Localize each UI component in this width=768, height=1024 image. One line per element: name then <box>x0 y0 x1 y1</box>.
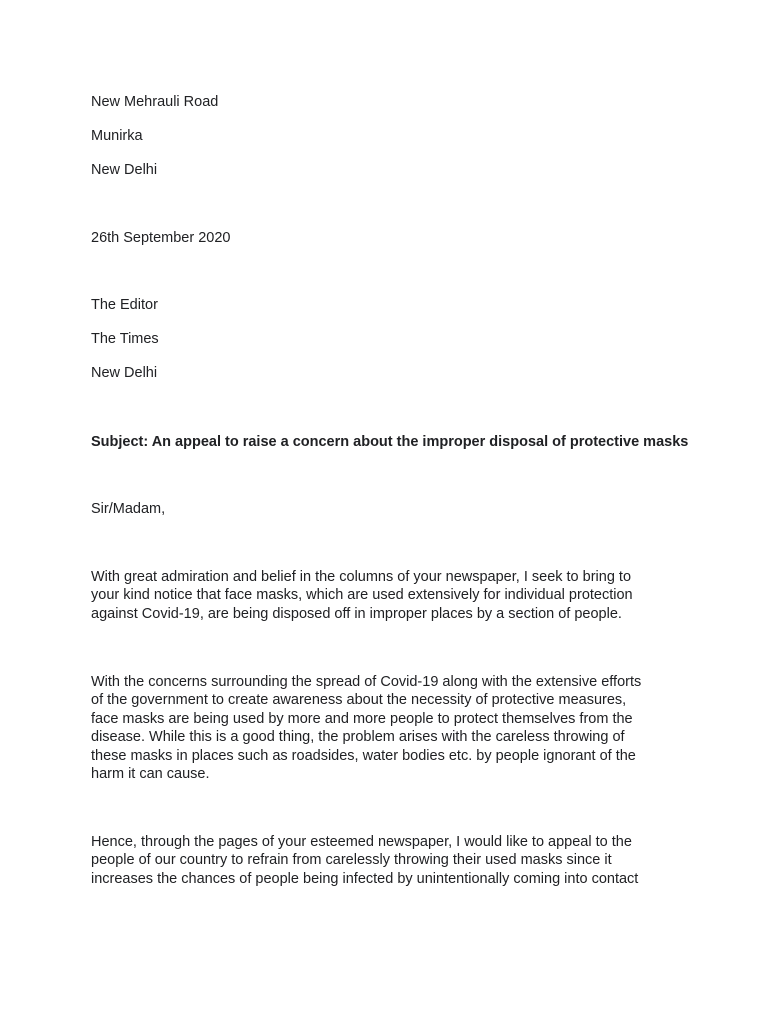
paragraph-line: Hence, through the pages of your esteemed newspaper, I would like to appeal to the <box>91 834 632 850</box>
paragraph-line: disease. While this is a good thing, the problem arises with the careless throwing of <box>91 729 625 746</box>
body-paragraph-3 <box>91 833 691 888</box>
paragraph-line: harm it can cause. <box>91 766 210 783</box>
paragraph-line: increases the chances of people being infected by unintentionally coming into contact <box>91 870 639 887</box>
paragraph-line: With great admiration and belief in the columns of your newspaper, I seek to bring to <box>91 569 632 585</box>
sender-address-line-2: Munirka <box>91 128 143 144</box>
paragraph-line: face masks are being used by more and more people to protect themselves from the <box>91 710 633 727</box>
paragraph-line: against Covid-19, are being disposed off in improper places by a section of people. <box>91 605 622 622</box>
sender-address-line-1: New Mehrauli Road <box>91 94 219 110</box>
salutation: Sir/Madam, <box>91 501 166 517</box>
paragraph-line: people of our country to refrain from carelessly throwing their used masks since it <box>91 852 612 869</box>
recipient-line-3: New Delhi <box>91 365 158 381</box>
body-paragraph-2 <box>91 673 691 783</box>
sender-address-line-3: New Delhi <box>91 162 158 178</box>
body-paragraph-1 <box>91 568 691 623</box>
recipient-line-2: The Times <box>91 331 159 347</box>
paragraph-line: of the government to create awareness about the necessity of protective measures, <box>91 692 627 709</box>
subject-line: Subject: An appeal to raise a concern about the improper disposal of protective masks <box>91 434 689 450</box>
letter-date: 26th September 2020 <box>91 230 231 246</box>
recipient-line-1: The Editor <box>91 297 158 313</box>
paragraph-line: your kind notice that face masks, which are used extensively for individual protection <box>91 587 633 604</box>
paragraph-line: these masks in places such as roadsides, water bodies etc. by people ignorant of the <box>91 747 636 764</box>
paragraph-line: With the concerns surrounding the spread of Covid-19 along with the extensive efforts <box>91 674 642 690</box>
